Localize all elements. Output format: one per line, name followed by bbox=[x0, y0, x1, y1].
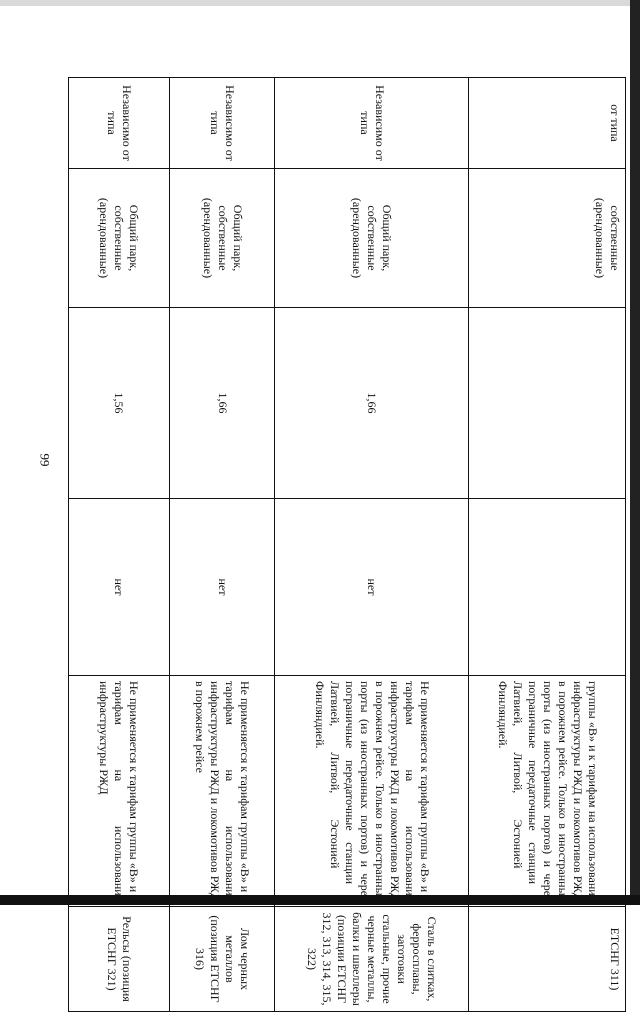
conditions-cell: Не применяется к тарифам группы «В» и к тарифам на использование инфраструктуры РЖД bbox=[69, 676, 170, 907]
cargo-cell: Лом черных металлов (позиция ЕТСНГ 316) bbox=[169, 907, 275, 1012]
table-row bbox=[169, 78, 275, 1012]
conditions-cell: Не применяется к тарифам группы «В» и к тарифам на использование инфраструктуры РЖД и локомотивов РЖД в порожнем рейсе bbox=[169, 676, 275, 907]
cargo-cell: Сталь в слитках, ферросплавы, заготовки стальные, прочие черные металлы, балки и швеллеры (позиции ЕТСНГ 312, 313, 314, 315, 322) bbox=[275, 907, 469, 1012]
coefficient-cell bbox=[469, 308, 626, 499]
wagon-type-cell: Независимо от типа bbox=[69, 78, 170, 169]
conditions-cell: Не применяется к тарифам группы «В» и к тарифам на использование инфраструктуры РЖД и локомотивов РЖД в порожнем рейсе. Только в иностранные порты (из иностранных портов) и через пограничные передаточные станции с Латвией, Литвой, Эстонией и Финляндией. bbox=[275, 676, 469, 907]
park-cell: Общий парк, собственные (арендованные) bbox=[69, 169, 170, 308]
flag-cell bbox=[469, 499, 626, 676]
flag-cell: нет bbox=[69, 499, 170, 676]
tariff-table bbox=[68, 77, 626, 1012]
flag-cell: нет bbox=[169, 499, 275, 676]
page-number: 99 bbox=[37, 453, 53, 467]
park-cell: Общий парк, собственные (арендованные) bbox=[169, 169, 275, 308]
scan-edge-right bbox=[630, 0, 640, 905]
coefficient-cell: 1,66 bbox=[275, 308, 469, 499]
rotated-table-wrapper bbox=[68, 77, 626, 1006]
coefficient-cell: 1,56 bbox=[69, 308, 170, 499]
scan-edge-top bbox=[0, 0, 640, 6]
wagon-type-cell: Независимо от типа bbox=[169, 78, 275, 169]
table-row bbox=[69, 78, 170, 1012]
coefficient-cell: 1,66 bbox=[169, 308, 275, 499]
wagon-type-cell: от типа bbox=[469, 78, 626, 169]
conditions-cell: группы «В» и к тарифам на использование инфраструктуры РЖД и локомотивов РЖД в порожнем рейсе. Только в иностранные порты (из иностранных портов) и через пограничные передаточные станции с Латвией, Литвой, Эстонией и Финляндией. bbox=[469, 676, 626, 907]
flag-cell: нет bbox=[275, 499, 469, 676]
table-row bbox=[275, 78, 469, 1012]
cargo-cell: ЕТСНГ 311) bbox=[469, 907, 626, 1012]
table-row bbox=[469, 78, 626, 1012]
park-cell: Общий парк, собственные (арендованные) bbox=[275, 169, 469, 308]
cargo-cell: Рельсы (позиция ЕТСНГ 321) bbox=[69, 907, 170, 1012]
wagon-type-cell: Независимо от типа bbox=[275, 78, 469, 169]
park-cell: собственные (арендованные) bbox=[469, 169, 626, 308]
